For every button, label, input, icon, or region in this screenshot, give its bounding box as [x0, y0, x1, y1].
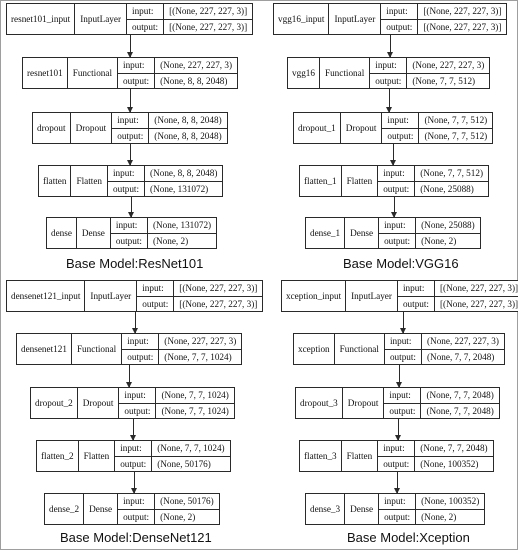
input-label: input: [370, 58, 406, 74]
output-shape: (None, 2) [421, 235, 457, 246]
input-shape: (None, 131072) [148, 218, 216, 234]
layer-name: flatten_1 [300, 166, 342, 196]
input-label: input: [111, 218, 147, 234]
input-label: input: [122, 334, 158, 350]
layer-node [295, 387, 500, 419]
output-shape: (None, 2) [421, 511, 457, 522]
input-shape: (None, 8, 8, 2048) [145, 166, 222, 182]
edge-arrow [390, 35, 391, 57]
edge-arrow [130, 89, 131, 112]
output-label: output: [389, 405, 416, 416]
output-label: output: [120, 458, 147, 469]
output-label: output: [386, 21, 413, 32]
layer-node [273, 3, 507, 35]
layer-type: Functional [335, 334, 385, 364]
input-label: input: [118, 58, 154, 74]
layer-type: Functional [320, 58, 370, 88]
layer-type: Flatten [342, 441, 379, 471]
output-shape: [(None, 227, 227, 3)] [440, 298, 518, 309]
output-shape: (None, 8, 8, 2048) [154, 130, 222, 141]
layer-name: dense_1 [306, 218, 345, 248]
input-label: input: [384, 388, 420, 404]
output-label: output: [117, 130, 144, 141]
input-label: input: [378, 441, 414, 457]
panel-vgg16 [259, 0, 518, 275]
input-shape: [(None, 227, 227, 3)] [435, 281, 518, 297]
layer-name: dropout_1 [294, 113, 341, 143]
layer-node [299, 165, 489, 197]
layer-node [46, 217, 217, 249]
input-label: input: [119, 388, 155, 404]
layer-type: Dense [77, 218, 111, 248]
layer-type: InputLayer [329, 4, 381, 34]
panel-caption: Base Model:ResNet101 [66, 256, 204, 271]
layer-type: Functional [68, 58, 118, 88]
layer-node [16, 333, 242, 365]
output-label: output: [402, 298, 429, 309]
layer-name: dense [47, 218, 77, 248]
output-shape: (None, 2) [152, 235, 189, 246]
output-shape: (None, 2) [160, 511, 196, 522]
layer-name: xception [294, 334, 335, 364]
output-shape: [(None, 227, 227, 3)] [179, 298, 258, 309]
output-shape: (None, 50176) [157, 458, 211, 469]
panel-caption: Base Model:DenseNet121 [60, 530, 212, 545]
output-label: output: [383, 458, 410, 469]
input-shape: (None, 8, 8, 2048) [149, 113, 226, 129]
input-label: input: [385, 334, 421, 350]
output-label: output: [123, 511, 150, 522]
layer-node [36, 440, 231, 472]
layer-name: dense_3 [306, 494, 345, 524]
input-shape: (None, 7, 7, 1024) [156, 388, 233, 404]
input-shape: (None, 7, 7, 512) [415, 166, 488, 182]
edge-arrow [393, 144, 394, 165]
output-label: output: [127, 351, 154, 362]
layer-node [32, 112, 228, 144]
output-label: output: [383, 183, 410, 194]
layer-node [281, 280, 518, 312]
output-shape: (None, 7, 7, 1024) [161, 405, 229, 416]
output-shape: [(None, 227, 227, 3)] [423, 21, 502, 32]
layer-node [293, 333, 505, 365]
layer-type: Dense [345, 218, 379, 248]
input-label: input: [127, 4, 163, 20]
input-shape: (None, 227, 227, 3) [155, 58, 237, 74]
output-label: output: [387, 130, 414, 141]
layer-name: dropout_2 [31, 388, 78, 418]
input-shape: (None, 7, 7, 2048) [421, 388, 498, 404]
input-label: input: [115, 441, 151, 457]
panel-caption: Base Model:VGG16 [343, 256, 459, 271]
input-shape: (None, 7, 7, 1024) [152, 441, 229, 457]
input-label: input: [108, 166, 144, 182]
layer-type: Flatten [79, 441, 116, 471]
output-label: output: [124, 405, 151, 416]
edge-arrow [394, 197, 395, 217]
edge-arrow [389, 89, 390, 112]
edge-arrow [130, 144, 131, 165]
output-shape: (None, 7, 7, 512) [424, 130, 488, 141]
layer-name: vgg16 [288, 58, 320, 88]
layer-type: Flatten [342, 166, 379, 196]
edge-arrow [133, 419, 134, 440]
output-label: output: [132, 21, 159, 32]
panel-resnet101 [0, 0, 259, 275]
output-shape: (None, 7, 7, 512) [412, 75, 476, 86]
output-shape: [(None, 227, 227, 3)] [169, 21, 248, 32]
edge-arrow [134, 472, 135, 493]
input-shape: (None, 100352) [416, 494, 484, 510]
input-label: input: [112, 113, 148, 129]
input-label: input: [381, 4, 417, 20]
output-shape: (None, 7, 7, 2048) [426, 405, 494, 416]
output-label: output: [123, 75, 150, 86]
edge-arrow [403, 312, 404, 333]
output-shape: (None, 100352) [420, 458, 479, 469]
output-label: output: [142, 298, 169, 309]
output-label: output: [375, 75, 402, 86]
edge-arrow [131, 197, 132, 217]
layer-type: Flatten [71, 166, 108, 196]
input-label: input: [118, 494, 154, 510]
input-label: input: [379, 218, 415, 234]
layer-node [38, 165, 223, 197]
input-shape: (None, 7, 7, 2048) [415, 441, 492, 457]
output-shape: (None, 7, 7, 1024) [164, 351, 232, 362]
layer-type: Dropout [71, 113, 113, 143]
layer-node [44, 493, 220, 525]
input-label: input: [382, 113, 418, 129]
layer-node [305, 493, 485, 525]
output-label: output: [113, 183, 140, 194]
input-shape: [(None, 227, 227, 3)] [418, 4, 506, 20]
layer-type: Dense [84, 494, 118, 524]
layer-name: resnet101 [23, 58, 68, 88]
input-shape: (None, 50176) [155, 494, 219, 510]
edge-arrow [398, 419, 399, 440]
output-label: output: [384, 511, 411, 522]
output-label: output: [389, 351, 416, 362]
layer-type: InputLayer [346, 281, 398, 311]
input-label: input: [378, 166, 414, 182]
input-shape: [(None, 227, 227, 3)] [174, 281, 262, 297]
layer-name: dropout_3 [296, 388, 343, 418]
layer-node [6, 280, 263, 312]
layer-name: densenet121_input [7, 281, 85, 311]
input-shape: (None, 227, 227, 3) [422, 334, 504, 350]
input-label: input: [137, 281, 173, 297]
output-label: output: [115, 235, 142, 246]
layer-node [299, 440, 494, 472]
layer-name: dropout [33, 113, 71, 143]
layer-node [293, 112, 493, 144]
layer-node [6, 3, 253, 35]
output-shape: (None, 25088) [420, 183, 474, 194]
input-shape: (None, 227, 227, 3) [159, 334, 241, 350]
layer-type: InputLayer [85, 281, 137, 311]
panel-xception [259, 275, 518, 550]
layer-type: Functional [72, 334, 122, 364]
edge-arrow [135, 312, 136, 333]
layer-type: Dropout [78, 388, 120, 418]
edge-arrow [399, 365, 400, 387]
input-label: input: [379, 494, 415, 510]
output-label: output: [384, 235, 411, 246]
layer-name: flatten_3 [300, 441, 342, 471]
layer-name: xception_input [282, 281, 346, 311]
layer-type: InputLayer [75, 4, 127, 34]
input-shape: (None, 25088) [416, 218, 480, 234]
input-shape: (None, 227, 227, 3) [407, 58, 489, 74]
layer-type: Dropout [343, 388, 385, 418]
layer-name: flatten [39, 166, 71, 196]
panel-densenet121 [0, 275, 259, 550]
layer-node [22, 57, 238, 89]
layer-name: resnet101_input [7, 4, 75, 34]
layer-type: Dense [345, 494, 379, 524]
layer-name: vgg16_input [274, 4, 329, 34]
edge-arrow [397, 472, 398, 493]
layer-type: Dropout [341, 113, 383, 143]
output-shape: (None, 8, 8, 2048) [160, 75, 228, 86]
layer-node [287, 57, 490, 89]
edge-arrow [129, 365, 130, 387]
layer-node [305, 217, 481, 249]
input-shape: [(None, 227, 227, 3)] [164, 4, 252, 20]
layer-name: densenet121 [17, 334, 72, 364]
input-shape: (None, 7, 7, 512) [419, 113, 492, 129]
input-label: input: [398, 281, 434, 297]
output-shape: (None, 131072) [150, 183, 209, 194]
layer-node [30, 387, 235, 419]
layer-name: flatten_2 [37, 441, 79, 471]
panel-caption: Base Model:Xception [347, 530, 470, 545]
layer-name: dense_2 [45, 494, 84, 524]
edge-arrow [130, 35, 131, 57]
output-shape: (None, 7, 7, 2048) [427, 351, 495, 362]
